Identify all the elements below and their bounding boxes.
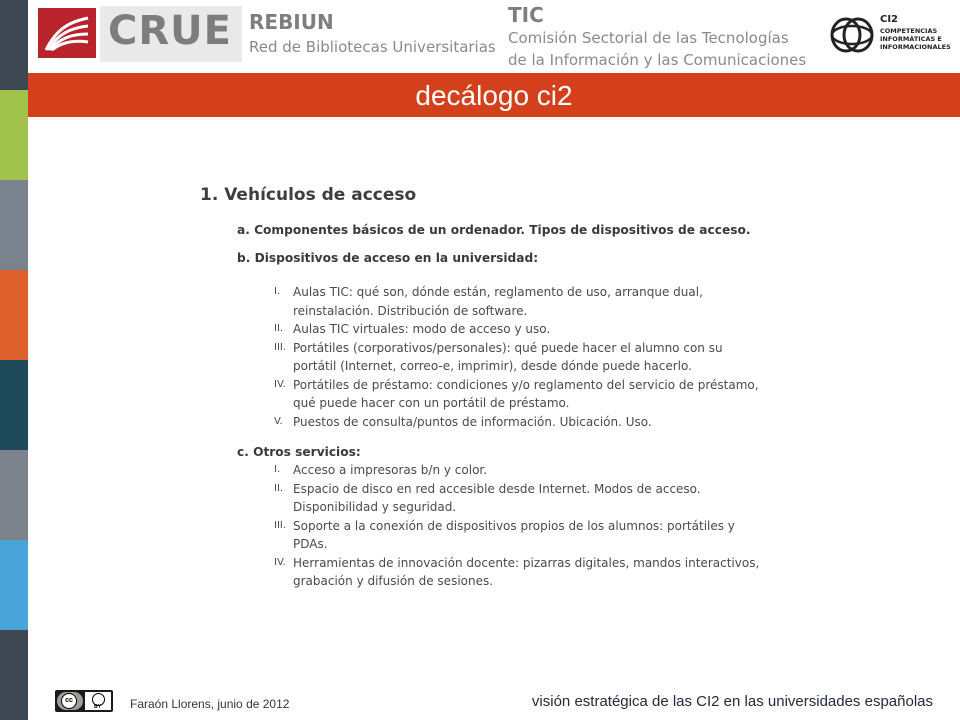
list-item bbox=[274, 461, 764, 480]
list-item-text: Acceso a impresoras b/n y color. bbox=[293, 463, 488, 477]
section-c-list bbox=[274, 461, 764, 591]
crue-emblem-icon bbox=[38, 8, 96, 58]
stripe-block bbox=[0, 540, 28, 630]
section-c-heading: c. Otros servicios: bbox=[237, 445, 361, 459]
list-item bbox=[274, 283, 764, 320]
list-item-number: V. bbox=[274, 415, 283, 427]
stripe-block bbox=[0, 360, 28, 450]
list-item bbox=[274, 554, 764, 591]
list-item-text: Portátiles (corporativos/personales): qué puede hacer el alumno con su portátil (Internet, correo-e, imprimir), desde dónde puede hacerlo. bbox=[293, 340, 723, 373]
by-label: BY bbox=[94, 704, 101, 710]
title-bar bbox=[28, 73, 960, 117]
cc-label: cc bbox=[61, 693, 77, 709]
crue-logo-text: CRUE bbox=[108, 8, 232, 54]
list-item-number: II. bbox=[274, 482, 284, 494]
header-logos bbox=[28, 0, 960, 72]
section-b-heading: b. Dispositivos de acceso en la universidad: bbox=[237, 251, 539, 265]
list-item-text: Puestos de consulta/puntos de información. Ubicación. Uso. bbox=[293, 414, 652, 429]
stripe-block bbox=[0, 630, 28, 720]
list-item-text: Aulas TIC: qué son, dónde están, reglamento de uso, arranque dual, reinstalación. Distribución de software. bbox=[293, 285, 703, 318]
list-item bbox=[274, 413, 764, 432]
list-item-text: Soporte a la conexión de dispositivos propios de los alumnos: portátiles y PDAs. bbox=[293, 518, 735, 551]
ci2-title: CI2 bbox=[880, 14, 899, 25]
stripe-block bbox=[0, 270, 28, 360]
section-b-list bbox=[274, 283, 764, 431]
list-item-text: Espacio de disco en red accesible desde Internet. Modos de acceso. Disponibilidad y seguridad. bbox=[293, 481, 701, 514]
tic-subtitle-line1: Comisión Sectorial de las Tecnologías bbox=[508, 29, 789, 47]
cc-icon bbox=[57, 692, 83, 710]
list-item-text: Herramientas de innovación docente: pizarras digitales, mandos interactivos, grabación y difusión de sesiones. bbox=[293, 555, 760, 588]
list-item-number: I. bbox=[274, 286, 281, 297]
list-item-number: I. bbox=[274, 464, 281, 475]
tic-title: TIC bbox=[508, 3, 544, 27]
ci2-subtitle: COMPETENCIAS INFORMÁTICAS E INFORMACIONALES bbox=[880, 27, 951, 51]
stripe-block bbox=[0, 180, 28, 270]
document-heading: 1. Vehículos de acceso bbox=[200, 185, 417, 205]
list-item-number: III. bbox=[274, 341, 287, 353]
footer-author: Faraón Llorens, junio de 2012 bbox=[130, 697, 290, 711]
scanned-document bbox=[200, 185, 780, 591]
list-item bbox=[274, 480, 764, 517]
attribution-icon bbox=[85, 692, 111, 710]
list-item-text: Aulas TIC virtuales: modo de acceso y uso. bbox=[293, 322, 551, 336]
list-item-text: Portátiles de préstamo: condiciones y/o reglamento del servicio de préstamo, qué puede hacer con un portátil de préstamo. bbox=[293, 377, 759, 410]
list-item bbox=[274, 517, 764, 554]
list-item-number: III. bbox=[274, 519, 287, 531]
ci2-knot-icon bbox=[828, 14, 876, 56]
creative-commons-badge[interactable] bbox=[55, 690, 113, 712]
side-color-stripe bbox=[0, 0, 28, 720]
section-a-heading: a. Componentes básicos de un ordenador. Tipos de dispositivos de acceso. bbox=[237, 223, 751, 237]
list-item-number: IV. bbox=[274, 378, 286, 390]
rebiun-subtitle: Red de Bibliotecas Universitarias bbox=[249, 38, 496, 56]
list-item-number: IV. bbox=[274, 556, 286, 568]
stripe-block bbox=[0, 450, 28, 540]
list-item bbox=[274, 376, 764, 413]
tic-subtitle-line2: de la Información y las Comunicaciones bbox=[508, 51, 807, 69]
list-item-number: II. bbox=[274, 323, 284, 334]
stripe-block bbox=[0, 0, 28, 90]
rebiun-title: REBIUN bbox=[249, 10, 334, 34]
list-item bbox=[274, 320, 764, 339]
footer-title: visión estratégica de las CI2 en las universidades españolas bbox=[531, 693, 933, 710]
slide-title: decálogo ci2 bbox=[415, 80, 573, 111]
list-item bbox=[274, 339, 764, 376]
stripe-block bbox=[0, 90, 28, 180]
